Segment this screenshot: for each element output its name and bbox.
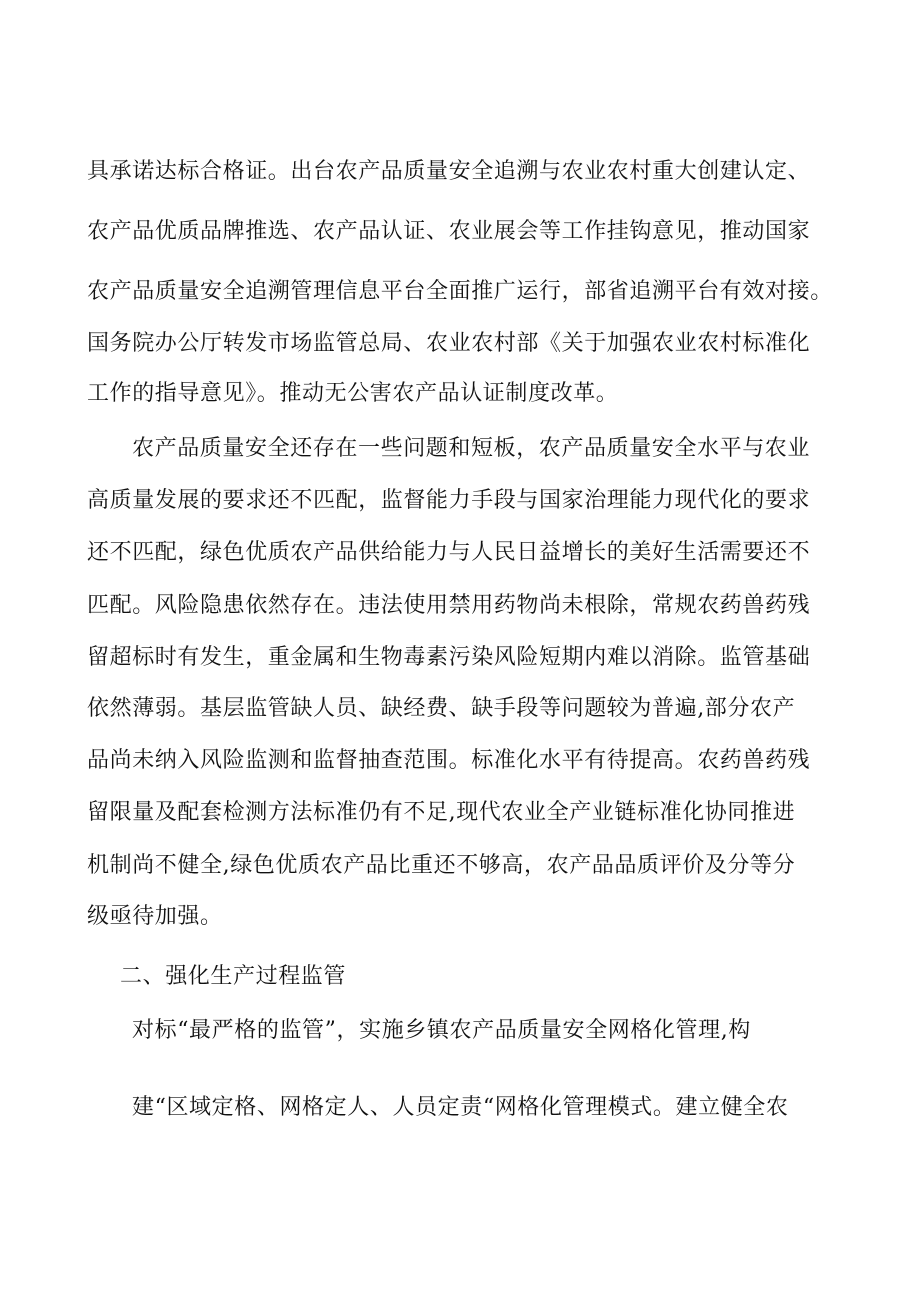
- paragraph-2-line-6: 依然薄弱。基层监管缺人员、缺经费、缺手段等问题较为普遍,部分农产: [87, 696, 796, 721]
- paragraph-2-line-7: 品尚未纳入风险监测和监督抽查范围。标准化水平有待提高。农药兽药残: [87, 748, 811, 773]
- paragraph-2-line-1: 农产品质量安全还存在一些问题和短板，农产品质量安全水平与农业: [132, 436, 811, 461]
- paragraph-2-line-5: 留超标时有发生，重金属和生物毒素污染风险短期内难以消除。监管基础: [87, 645, 811, 670]
- section-heading: 二、强化生产过程监管: [120, 964, 347, 989]
- paragraph-2-line-2: 高质量发展的要求还不匹配，监督能力手段与国家治理能力现代化的要求: [87, 488, 811, 513]
- paragraph-2-line-3: 还不匹配，绿色优质农产品供给能力与人民日益增长的美好生活需要还不: [87, 540, 811, 565]
- paragraph-2-line-4: 匹配。风险隐患依然存在。违法使用禁用药物尚未根除，常规农药兽药残: [87, 593, 811, 618]
- paragraph-1-line-5: 工作的指导意见》。推动无公害农产品认证制度改革。: [87, 381, 619, 406]
- paragraph-1-line-1: 具承诺达标合格证。出台农产品质量安全追溯与农业农村重大创建认定、: [87, 159, 811, 184]
- paragraph-3-line-2: 建“区域定格、网格定人、人员定责“网格化管理模式。建立健全农: [132, 1095, 789, 1120]
- paragraph-1-line-4: 国务院办公厅转发市场监管总局、农业农村部《关于加强农业农村标准化: [87, 331, 811, 356]
- paragraph-2-line-10: 级亟待加强。: [87, 904, 223, 929]
- paragraph-3-line-1: 对标“最严格的监管”，实施乡镇农产品质量安全网格化管理,构: [132, 1018, 751, 1043]
- paragraph-2-line-9: 机制尚不健全,绿色优质农产品比重还不够高，农产品品质评价及分等分: [87, 853, 796, 878]
- paragraph-1-line-3: 农产品质量安全追溯管理信息平台全面推广运行，部省追溯平台有效对接。: [87, 279, 833, 304]
- paragraph-2-line-8: 留限量及配套检测方法标准仍有不足,现代农业全产业链标准化协同推进: [87, 800, 796, 825]
- paragraph-1-line-2: 农产品优质品牌推选、农产品认证、农业展会等工作挂钩意见，推动国家: [87, 219, 811, 244]
